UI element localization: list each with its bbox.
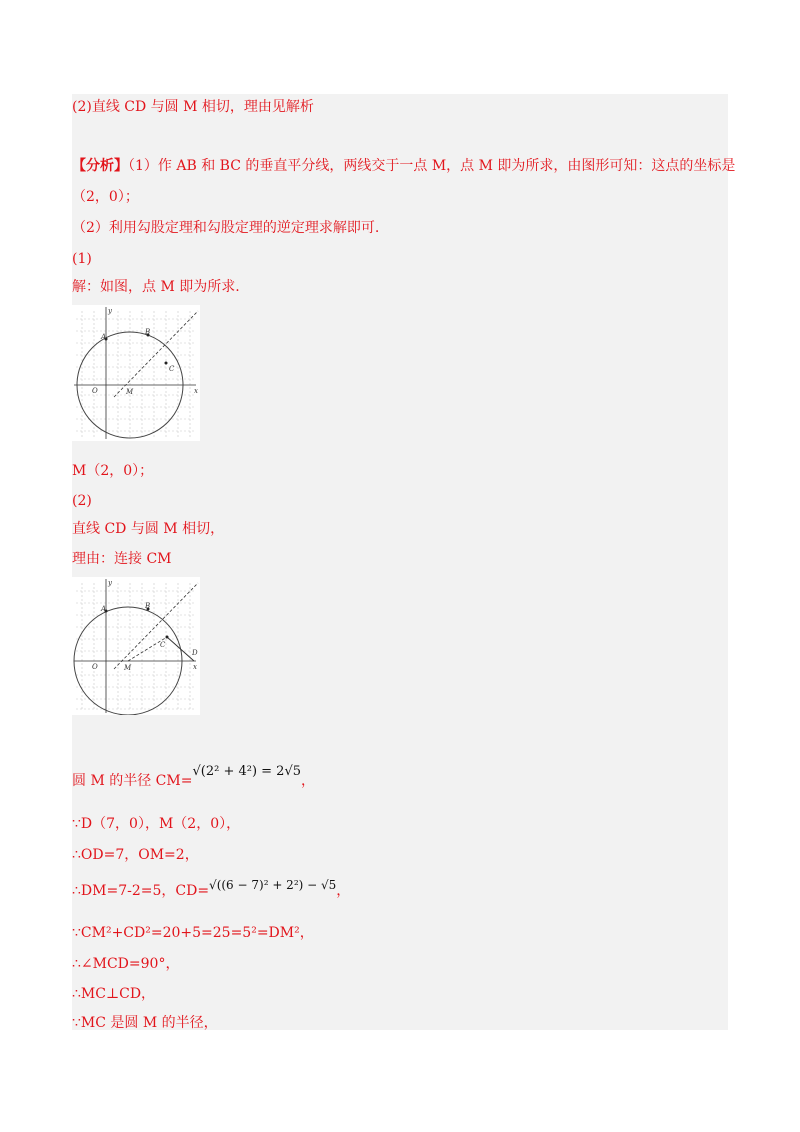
radius-reason-line: ∵MC 是圆 M 的半径，: [72, 1015, 218, 1031]
part2-label: (2): [72, 493, 92, 509]
answer-line-1: (2)直线 CD 与圆 M 相切，理由见解析: [72, 99, 314, 115]
dm-cd-line: [72, 878, 351, 900]
fig2-x-label: x: [193, 663, 197, 671]
fig2-point-d: D: [192, 649, 198, 657]
analysis-text: （1）作 AB 和 BC 的垂直平分线，两线交于一点 M，点 M 即为所求，由图形可知：这点的坐标是: [128, 158, 736, 174]
fig2-point-a: A: [101, 605, 107, 613]
od-om-line: ∴OD=7，OM=2，: [72, 847, 199, 863]
part1-answer: M（2，0）；: [72, 463, 154, 479]
fig1-origin-label: O: [92, 387, 98, 395]
figure-2-svg: [72, 577, 200, 715]
analysis-line-coord: （2，0）；: [72, 189, 139, 205]
fig1-y-label: y: [108, 307, 112, 315]
radius-suffix: ，: [301, 773, 316, 789]
analysis-line-2: （2）利用勾股定理和勾股定理的逆定理求解即可.: [72, 220, 380, 236]
dm-cd-prefix: ∴DM=7-2=5，CD=: [72, 883, 210, 899]
perpendicular-line: ∴MC⊥CD，: [72, 986, 156, 1002]
angle-line: ∴∠MCD=90°，: [72, 956, 180, 972]
part2-reason: 理由：连接 CM: [72, 551, 172, 567]
fig1-point-m: M: [126, 388, 134, 396]
part1-solution: 解：如图，点 M 即为所求.: [72, 279, 240, 295]
fig2-point-c: C: [160, 641, 166, 649]
analysis-line: [72, 157, 735, 175]
fig1-x-label: x: [194, 387, 198, 395]
fig2-point-m: M: [124, 664, 132, 672]
fig1-point-c: C: [169, 365, 175, 373]
analysis-tag: 【分析】: [72, 158, 128, 174]
figure-1: [72, 305, 200, 441]
cd-formula: √((6 − 7)² + 2²) − √5: [209, 878, 337, 892]
given-points-line: ∵D（7，0），M（2，0），: [72, 816, 241, 832]
radius-formula: √(2² + 4²) = 2√5: [192, 764, 302, 779]
fig2-y-label: y: [108, 579, 112, 587]
fig2-point-b: B: [145, 602, 151, 610]
figure-1-svg: [72, 305, 200, 441]
part2-claim: 直线 CD 与圆 M 相切，: [72, 521, 225, 537]
radius-line: [72, 764, 316, 791]
fig1-point-b: B: [145, 328, 151, 336]
dm-cd-suffix: ，: [336, 883, 351, 899]
radius-prefix: 圆 M 的半径 CM=: [72, 773, 193, 789]
fig2-origin-label: O: [92, 663, 98, 671]
part1-label: (1): [72, 251, 92, 267]
pythagoras-line: ∵CM²+CD²=20+5=25=5²=DM²，: [72, 925, 314, 941]
figure-2: [72, 577, 200, 715]
fig1-point-a: A: [101, 333, 107, 341]
